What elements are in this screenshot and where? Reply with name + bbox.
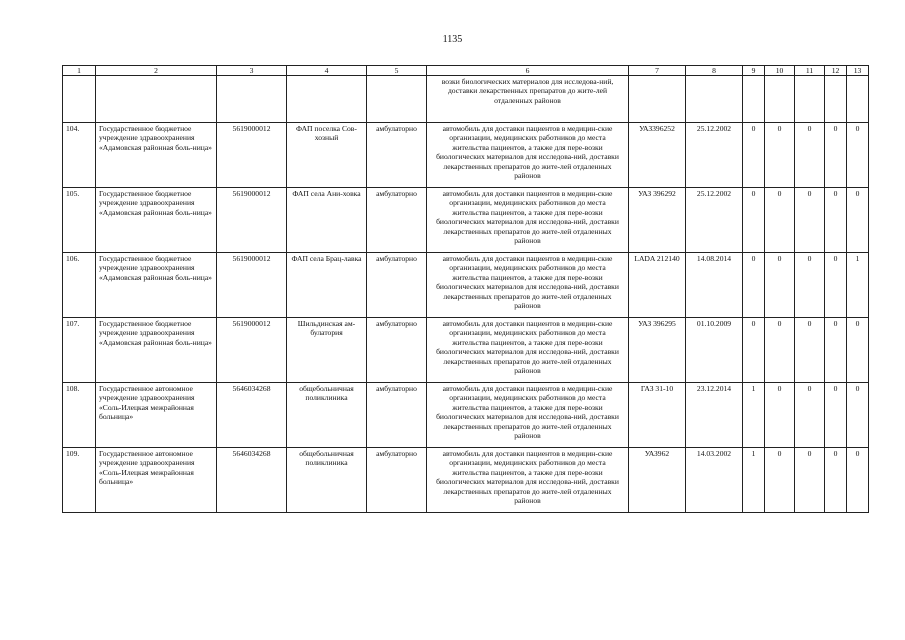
count-col-11: 0: [795, 448, 825, 513]
row-number: 106.: [63, 253, 96, 318]
row-number: 109.: [63, 448, 96, 513]
institution-name: Государственное бюджетное учреждение здравоохранения «Адамовская районная боль-ница»: [96, 253, 217, 318]
unit-name: ФАП поселка Сов-хозный: [287, 123, 367, 188]
care-type: амбулаторно: [367, 448, 427, 513]
count-col-13: 0: [847, 188, 869, 253]
count-col-9: 0: [743, 123, 765, 188]
registration-date: 23.12.2014: [686, 383, 743, 448]
care-type: амбулаторно: [367, 188, 427, 253]
institution-code: 5619000012: [217, 253, 287, 318]
institution-name: Государственное бюджетное учреждение здравоохранения «Адамовская районная боль-ница»: [96, 188, 217, 253]
unit-name: Шильдинская ам-булатория: [287, 318, 367, 383]
column-header: 5: [367, 66, 427, 76]
vehicle-purpose: автомобиль для доставки пациентов в медицин-ские организации, медицинских работников до места жительства пациентов, а также для пере-возки биологических материалов для исследова-ний, доставки лекарственных препаратов до жите-лей отдаленных районов: [427, 383, 629, 448]
continuation-text: возки биологических материалов для исследова-ний, доставки лекарственных препаратов до жите-лей отдаленных районов: [427, 76, 629, 123]
care-type: амбулаторно: [367, 318, 427, 383]
unit-name: общебольничная поликлиника: [287, 448, 367, 513]
count-col-13: 0: [847, 448, 869, 513]
page-number: 1135: [442, 34, 463, 45]
column-header: 4: [287, 66, 367, 76]
row-number: 107.: [63, 318, 96, 383]
column-header: 12: [825, 66, 847, 76]
count-col-10: 0: [765, 318, 795, 383]
count-col-12: 0: [825, 188, 847, 253]
institution-code: 5646034268: [217, 448, 287, 513]
care-type: амбулаторно: [367, 253, 427, 318]
row-number: 108.: [63, 383, 96, 448]
vehicle-model: LADA 212140: [629, 253, 686, 318]
column-number-row: [63, 66, 869, 76]
column-header: 9: [743, 66, 765, 76]
table-row: [63, 188, 869, 253]
unit-name: общебольничная поликлиника: [287, 383, 367, 448]
count-col-12: 0: [825, 123, 847, 188]
count-col-12: 0: [825, 448, 847, 513]
vehicle-purpose: автомобиль для доставки пациентов в медицин-ские организации, медицинских работников до места жительства пациентов, а также для пере-возки биологических материалов для исследова-ний, доставки лекарственных препаратов до жите-лей отдаленных районов: [427, 318, 629, 383]
count-col-10: 0: [765, 253, 795, 318]
care-type: амбулаторно: [367, 123, 427, 188]
count-col-9: 0: [743, 253, 765, 318]
count-col-10: 0: [765, 188, 795, 253]
count-col-13: 0: [847, 123, 869, 188]
count-col-10: 0: [765, 123, 795, 188]
unit-name: ФАП села Брац-лавка: [287, 253, 367, 318]
count-col-10: 0: [765, 448, 795, 513]
vehicle-model: УАЗ396252: [629, 123, 686, 188]
vehicle-model: УАЗ962: [629, 448, 686, 513]
column-header: 3: [217, 66, 287, 76]
column-header: 6: [427, 66, 629, 76]
column-header: 2: [96, 66, 217, 76]
registration-date: 01.10.2009: [686, 318, 743, 383]
count-col-11: 0: [795, 123, 825, 188]
count-col-12: 0: [825, 318, 847, 383]
count-col-9: 1: [743, 448, 765, 513]
care-type: амбулаторно: [367, 383, 427, 448]
table-row: [63, 448, 869, 513]
unit-name: ФАП села Ани-ховка: [287, 188, 367, 253]
vehicle-model: УАЗ 396292: [629, 188, 686, 253]
count-col-13: 0: [847, 318, 869, 383]
count-col-12: 0: [825, 383, 847, 448]
column-header: 8: [686, 66, 743, 76]
vehicle-registry-table: [62, 65, 869, 513]
vehicle-purpose: автомобиль для доставки пациентов в медицин-ские организации, медицинских работников до места жительства пациентов, а также для пере-возки биологических материалов для исследова-ний, доставки лекарственных препаратов до жите-лей отдаленных районов: [427, 123, 629, 188]
institution-code: 5619000012: [217, 188, 287, 253]
institution-name: Государственное бюджетное учреждение здравоохранения «Адамовская районная боль-ница»: [96, 318, 217, 383]
vehicle-purpose: автомобиль для доставки пациентов в медицин-ские организации, медицинских работников до места жительства пациентов, а также для пере-возки биологических материалов для исследова-ний, доставки лекарственных препаратов до жите-лей отдаленных районов: [427, 253, 629, 318]
vehicle-purpose: автомобиль для доставки пациентов в медицин-ские организации, медицинских работников до места жительства пациентов, а также для пере-возки биологических материалов для исследова-ний, доставки лекарственных препаратов до жите-лей отдаленных районов: [427, 448, 629, 513]
registration-date: 25.12.2002: [686, 123, 743, 188]
institution-code: 5619000012: [217, 318, 287, 383]
registration-date: 14.03.2002: [686, 448, 743, 513]
continuation-row: [63, 76, 869, 123]
count-col-9: 1: [743, 383, 765, 448]
count-col-12: 0: [825, 253, 847, 318]
count-col-13: 0: [847, 383, 869, 448]
vehicle-model: ГАЗ 31-10: [629, 383, 686, 448]
column-header: 10: [765, 66, 795, 76]
count-col-13: 1: [847, 253, 869, 318]
table-row: [63, 253, 869, 318]
institution-code: 5619000012: [217, 123, 287, 188]
count-col-11: 0: [795, 383, 825, 448]
count-col-10: 0: [765, 383, 795, 448]
column-header: 13: [847, 66, 869, 76]
row-number: 104.: [63, 123, 96, 188]
count-col-11: 0: [795, 188, 825, 253]
registration-date: 25.12.2002: [686, 188, 743, 253]
institution-name: Государственное бюджетное учреждение здравоохранения «Адамовская районная боль-ница»: [96, 123, 217, 188]
column-header: 1: [63, 66, 96, 76]
table-row: [63, 123, 869, 188]
institution-code: 5646034268: [217, 383, 287, 448]
count-col-11: 0: [795, 318, 825, 383]
row-number: 105.: [63, 188, 96, 253]
table-row: [63, 383, 869, 448]
institution-name: Государственное автономное учреждение здравоохранения «Соль-Илецкая межрайонная больница»: [96, 448, 217, 513]
vehicle-purpose: автомобиль для доставки пациентов в медицин-ские организации, медицинских работников до места жительства пациентов, а также для пере-возки биологических материалов для исследова-ний, доставки лекарственных препаратов до жите-лей отдаленных районов: [427, 188, 629, 253]
institution-name: Государственное автономное учреждение здравоохранения «Соль-Илецкая межрайонная больница»: [96, 383, 217, 448]
registration-date: 14.08.2014: [686, 253, 743, 318]
count-col-9: 0: [743, 318, 765, 383]
count-col-11: 0: [795, 253, 825, 318]
column-header: 7: [629, 66, 686, 76]
vehicle-model: УАЗ 396295: [629, 318, 686, 383]
column-header: 11: [795, 66, 825, 76]
count-col-9: 0: [743, 188, 765, 253]
table-row: [63, 318, 869, 383]
